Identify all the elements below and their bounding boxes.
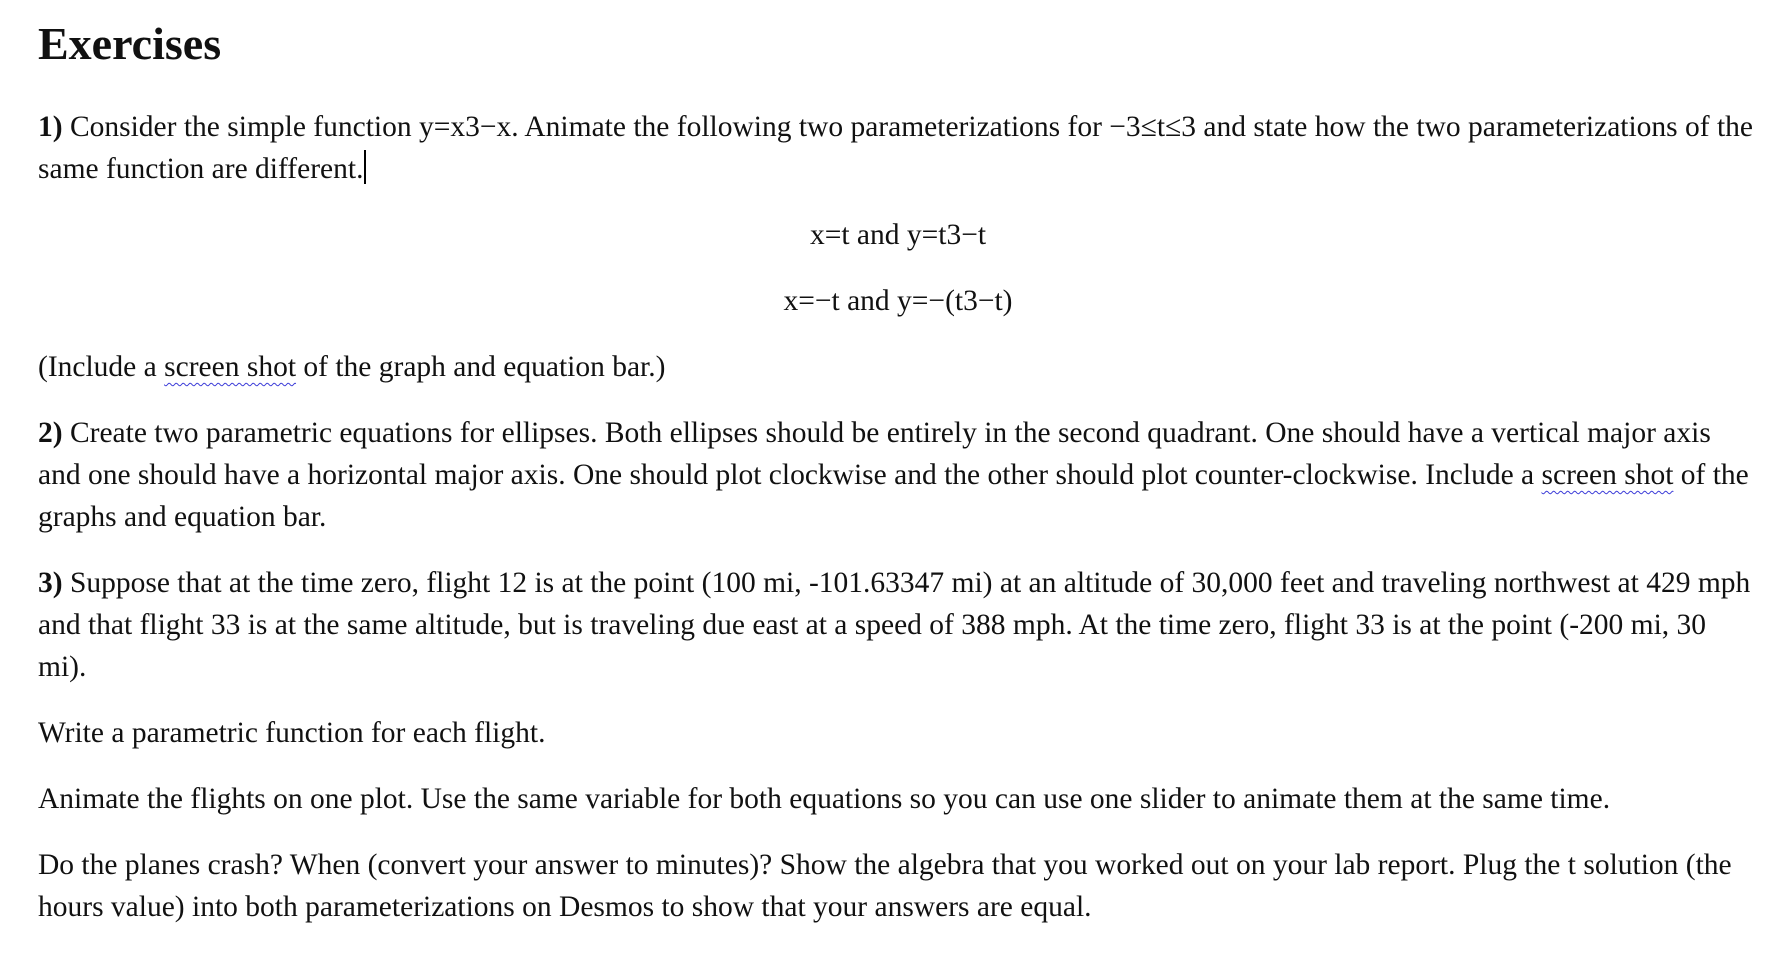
document-body[interactable] — [38, 12, 1758, 952]
equation-1: x=t and y=t3−t — [809, 219, 987, 251]
exercise-3-text — [38, 562, 1758, 688]
page-title: Exercises — [38, 18, 222, 69]
exercise-1-body: Consider the simple function y=x3−x. Animate the following two parameterizations for −3≤t≤3 and state how the two parameterizations of the same function are different. — [38, 111, 1754, 185]
exercise-3-paragraph-3: Animate the flights on one plot. Use the same variable for both equations so you can use one slider to animate them at the same time. — [38, 783, 1611, 815]
exercise-3-paragraph-2: Write a parametric function for each flight. — [38, 717, 546, 749]
equation-2: x=−t and y=−(t3−t) — [783, 285, 1013, 317]
note-prefix: (Include a — [38, 351, 165, 383]
text-cursor — [364, 150, 366, 184]
exercise-2-body: Create two parametric equations for ellipses. Both ellipses should be entirely in the second quadrant. One should have a vertical major axis and one should have a horizontal major axis. One should plot clockwise and the other should plot counter-clockwise. Include a — [38, 417, 1711, 491]
exercise-2-text — [38, 412, 1758, 538]
exercise-2-number: 2) — [38, 417, 63, 449]
exercise-2-suffix: of the graphs and equation bar. — [38, 459, 1749, 533]
exercise-3-body: Suppose that at the time zero, flight 12 is at the point (100 mi, -101.63347 mi) at an altitude of 30,000 feet and traveling northwest at 429 mph and that flight 33 is at the same altitude, but is traveling due east at a speed of 388 mph. At the time zero, flight 33 is at the point (-200 mi, 30 mi). — [38, 567, 1751, 683]
note-suffix: of the graph and equation bar.) — [296, 351, 666, 383]
exercise-1-note — [38, 346, 1758, 388]
exercise-3-paragraph-4: Do the planes crash? When (convert your answer to minutes)? Show the algebra that you worked out on your lab report. Plug the t solution (the hours value) into both parameterizations on Desmos to show that your answers are equal. — [38, 849, 1732, 923]
spellcheck-flag-screen-shot[interactable]: screen shot — [1541, 459, 1674, 491]
exercise-1-number: 1) — [38, 111, 63, 143]
spellcheck-flag-screen-shot[interactable]: screen shot — [164, 351, 297, 383]
exercise-3-number: 3) — [38, 567, 63, 599]
exercise-1-text — [38, 106, 1758, 190]
